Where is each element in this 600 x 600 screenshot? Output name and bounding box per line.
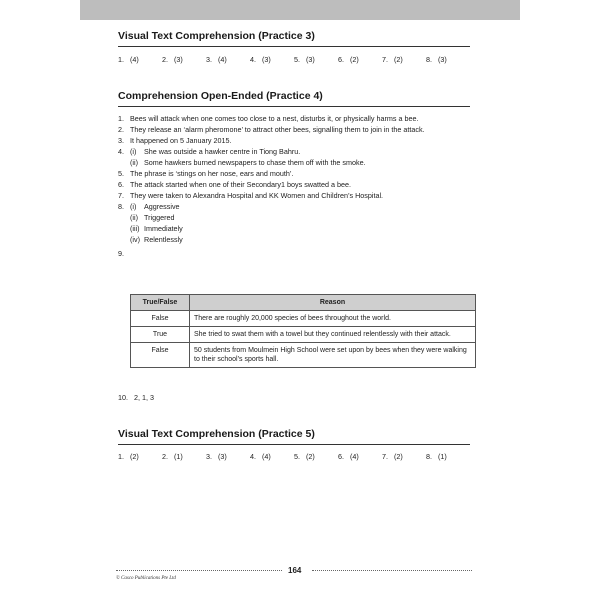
column-header-reason: Reason	[190, 295, 476, 311]
true-false-table	[130, 294, 476, 368]
table-row	[131, 327, 476, 343]
answer-item: 5. (3)	[294, 55, 315, 64]
page-number: 164	[288, 566, 302, 575]
section-title-practice-4: Comprehension Open-Ended (Practice 4)	[118, 90, 323, 102]
list-item: 5. The phrase is ‘stings on her nose, ears and mouth’.	[118, 169, 294, 178]
page-header-band	[80, 0, 520, 20]
answer-item: 4. (3)	[250, 55, 271, 64]
true-false-cell: False	[131, 311, 190, 327]
table-row	[131, 311, 476, 327]
answer-item: 7. (2)	[382, 452, 403, 461]
answer-item: 1. (2)	[118, 452, 139, 461]
table-header-row	[131, 295, 476, 311]
list-item: 9.	[118, 249, 124, 258]
list-item: 4. (i) She was outside a hawker centre in Tiong Bahru. (ii) Some hawkers burned newspapers to chase them off with the smoke.	[118, 147, 366, 167]
footer-dotted-line-right	[312, 570, 472, 571]
table-row	[131, 343, 476, 368]
section-rule	[118, 444, 470, 445]
answer-item: 5. (2)	[294, 452, 315, 461]
answer-item-10: 10. 2, 1, 3	[118, 393, 154, 402]
answers-row-practice-5	[118, 452, 470, 461]
true-false-cell: True	[131, 327, 190, 343]
answer-item: 1. (4)	[118, 55, 139, 64]
section-rule	[118, 106, 470, 107]
answer-item: 2. (3)	[162, 55, 183, 64]
answer-item: 3. (3)	[206, 452, 227, 461]
list-item: 7. They were taken to Alexandra Hospital and KK Women and Children’s Hospital.	[118, 191, 384, 200]
answer-item: 6. (4)	[338, 452, 359, 461]
document-page	[80, 0, 520, 600]
list-item: 3. It happened on 5 January 2015.	[118, 136, 232, 145]
answer-item: 6. (2)	[338, 55, 359, 64]
list-item: 6. The attack started when one of their Secondary1 boys swatted a bee.	[118, 180, 351, 189]
copyright-notice: © Casco Publications Pte Ltd	[116, 576, 176, 581]
list-item: 8. (i) Aggressive (ii) Triggered (iii) Immediately (iv) Relentlessly	[118, 202, 183, 244]
answer-item: 8. (3)	[426, 55, 447, 64]
footer-dotted-line-left	[116, 570, 282, 571]
answer-item: 3. (4)	[206, 55, 227, 64]
answer-item: 8. (1)	[426, 452, 447, 461]
answers-row-practice-3	[118, 55, 470, 64]
true-false-cell: False	[131, 343, 190, 368]
answer-list-practice-4	[118, 113, 478, 259]
section-title-practice-5: Visual Text Comprehension (Practice 5)	[118, 428, 315, 440]
reason-cell: She tried to swat them with a towel but they continued relentlessly with their attack.	[190, 327, 476, 343]
reason-cell: There are roughly 20,000 species of bees throughout the world.	[190, 311, 476, 327]
column-header-true-false: True/False	[131, 295, 190, 311]
answer-item: 2. (1)	[162, 452, 183, 461]
list-item: 2. They release an ‘alarm pheromone’ to attract other bees, signalling them to join in the attack.	[118, 125, 425, 134]
reason-cell: 50 students from Moulmein High School were set upon by bees when they were walking to their school’s sports hall.	[190, 343, 476, 368]
section-title-practice-3: Visual Text Comprehension (Practice 3)	[118, 30, 315, 42]
section-rule	[118, 46, 470, 47]
answer-item: 4. (4)	[250, 452, 271, 461]
list-item: 1. Bees will attack when one comes too close to a nest, disturbs it, or physically harms a bee.	[118, 114, 419, 123]
answer-item: 7. (2)	[382, 55, 403, 64]
